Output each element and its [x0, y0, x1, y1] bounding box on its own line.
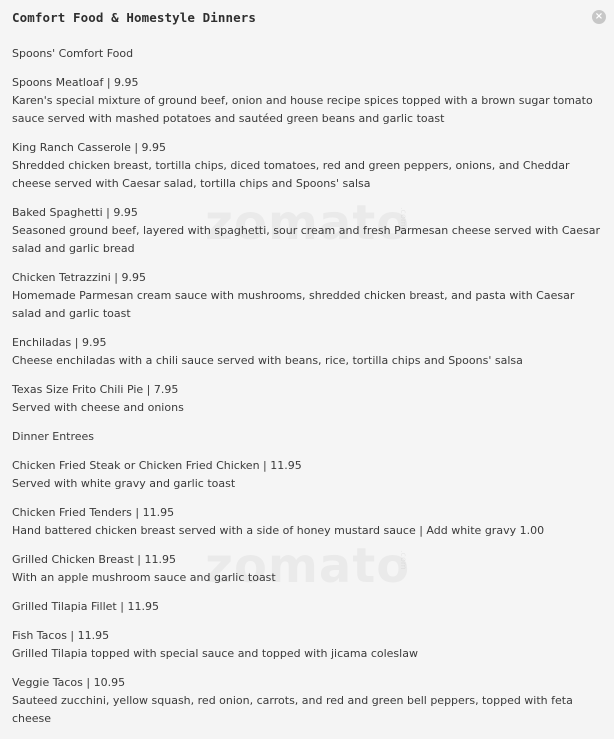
menu-item-description: Seasoned ground beef, layered with spaghetti, sour cream and fresh Parmesan cheese served with Caesar salad and garlic bread [12, 224, 601, 255]
menu-section [12, 45, 607, 417]
menu-item [12, 504, 607, 540]
menu-item-description: Shredded chicken breast, tortilla chips, diced tomatoes, red and green peppers, onions, and Cheddar cheese served with Caesar salad, tortilla chips and Spoons' salsa [12, 159, 570, 190]
menu-item [12, 74, 607, 128]
menu-item-title: Chicken Fried Steak or Chicken Fried Chicken | 11.95 [12, 459, 302, 472]
menu-item-title: Spoons Meatloaf | 9.95 [12, 76, 139, 89]
menu-item-description: Homemade Parmesan cream sauce with mushrooms, shredded chicken breast, and pasta with Caesar salad and garlic toast [12, 289, 575, 320]
menu-item-title: Chicken Tetrazzini | 9.95 [12, 271, 146, 284]
menu-item-title: Fish Tacos | 11.95 [12, 629, 110, 642]
menu-item-description: Sauteed zucchini, yellow squash, red onion, carrots, and red and green bell peppers, topped with feta cheese [12, 694, 573, 725]
menu-item [12, 551, 607, 587]
watermark-suffix: .com [399, 207, 408, 227]
section-heading: Dinner Entrees [12, 430, 95, 443]
menu-item-title: Veggie Tacos | 10.95 [12, 676, 126, 689]
menu-item-description: With an apple mushroom sauce and garlic toast [12, 571, 276, 584]
menu-item [12, 334, 607, 370]
menu-item [12, 627, 607, 663]
menu-section [12, 428, 607, 728]
menu-item-description: Karen's special mixture of ground beef, onion and house recipe spices topped with a brown sugar tomato sauce served with mashed potatoes and sautéed green beans and garlic toast [12, 94, 593, 125]
menu-item [12, 457, 607, 493]
menu-item [12, 674, 607, 728]
watermark-suffix: .com [399, 550, 408, 570]
menu-item [12, 598, 607, 616]
menu-item-title: Grilled Tilapia Fillet | 11.95 [12, 600, 159, 613]
menu-item-title: Enchiladas | 9.95 [12, 336, 107, 349]
menu-item-description: Served with cheese and onions [12, 401, 184, 414]
menu-item [12, 139, 607, 193]
menu-list [12, 45, 607, 739]
menu-item-description: Served with white gravy and garlic toast [12, 477, 236, 490]
menu-item-title: Chicken Fried Tenders | 11.95 [12, 506, 175, 519]
menu-item-title: Baked Spaghetti | 9.95 [12, 206, 138, 219]
section-heading: Spoons' Comfort Food [12, 47, 134, 60]
page-title: Comfort Food & Homestyle Dinners [12, 10, 257, 25]
menu-item-description: Grilled Tilapia topped with special sauce and topped with jicama coleslaw [12, 647, 418, 660]
menu-item [12, 381, 607, 417]
menu-item [12, 204, 607, 258]
menu-item [12, 269, 607, 323]
close-icon[interactable]: × [592, 10, 606, 24]
menu-item-title: Grilled Chicken Breast | 11.95 [12, 553, 177, 566]
menu-item-description: Hand battered chicken breast served with a side of honey mustard sauce | Add white gravy 1.00 [12, 524, 545, 537]
menu-item-description: Cheese enchiladas with a chili sauce served with beans, rice, tortilla chips and Spoons' salsa [12, 354, 523, 367]
menu-item-title: Texas Size Frito Chili Pie | 7.95 [12, 383, 179, 396]
menu-item-title: King Ranch Casserole | 9.95 [12, 141, 167, 154]
